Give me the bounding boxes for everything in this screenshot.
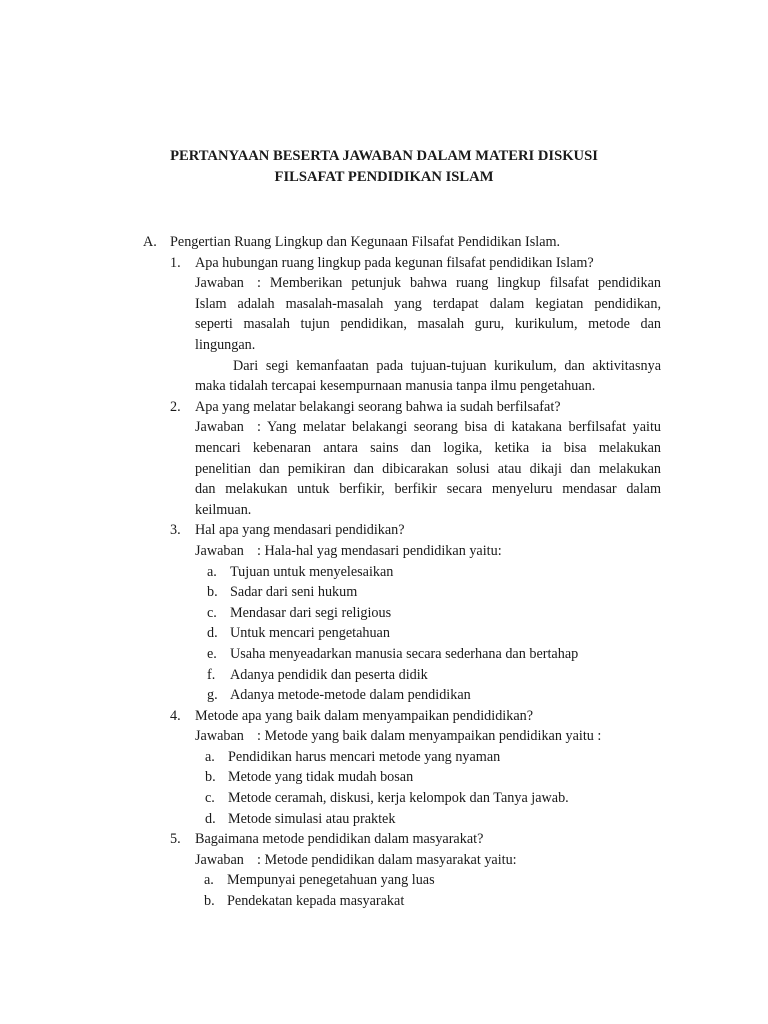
answer-line: maka tidalah tercapai kesempurnaan manusia tanpa ilmu pengetahuan. [195,378,596,395]
list-item: b. Sadar dari seni hukum [207,584,358,601]
section-title: Pengertian Ruang Lingkup dan Kegunaan Filsafat Pendidikan Islam. [170,234,561,250]
jawaban-label: Jawaban [195,419,244,436]
section-marker: A. [143,234,157,250]
question-text: Metode apa yang baik dalam menyampaikan pendididikan? [195,707,534,724]
document-body [0,232,768,912]
question-number: 2. [170,398,181,415]
section-heading [0,232,768,253]
list-item: c. Mendasar dari segi religious [207,604,392,621]
list-item: b. Pendekatan kepada masyarakat [204,893,405,910]
question-number: 3. [170,522,181,539]
question-3 [0,520,768,541]
answer-4 [0,726,768,747]
list-item: a. Mempunyai penegetahuan yang luas [204,872,435,889]
list-item: b. Metode yang tidak mudah bosan [205,769,414,786]
question-5 [0,829,768,850]
answer-1 [0,273,768,355]
jawaban-label: Jawaban [195,542,244,559]
answer-3 [0,541,768,562]
jawaban-label: Jawaban [195,851,244,868]
answer-line: Jawaban : Memberikan petunjuk bahwa ruang lingkup filsafat pendidikan [195,273,661,294]
question-number: 4. [170,707,181,724]
answer-line: mencari kebenaran antara sains dan logika, ketika ia bisa melakukan [195,439,661,456]
jawaban-label: Jawaban [195,728,244,745]
answer-text: : Hala-hal yag mendasari pendidikan yaitu: [257,542,502,559]
list-item: e. Usaha menyeadarkan manusia secara sederhana dan bertahap [207,645,579,662]
list-item: a. Tujuan untuk menyelesaikan [207,563,394,580]
answer-5-list [0,870,768,911]
title-line-1: PERTANYAAN BESERTA JAWABAN DALAM MATERI DISKUSI [170,148,598,164]
document-title [0,146,768,188]
answer-text: : Metode pendidikan dalam masyarakat yaitu: [257,851,517,868]
answer-1-paragraph-2 [0,356,768,397]
list-item: d. Metode simulasi atau praktek [205,810,396,827]
list-item: a. Pendidikan harus mencari metode yang nyaman [205,748,501,765]
answer-line: seperti masalah tujun pendidikan, masalah guru, kurikulum, metode dan [195,316,661,333]
question-1 [0,253,768,274]
answer-line: Jawaban : Yang melatar belakangi seorang bisa di katakana berfilsafat yaitu [195,417,661,438]
list-item: f. Adanya pendidik dan peserta didik [207,666,428,683]
list-item: c. Metode ceramah, diskusi, kerja kelompok dan Tanya jawab. [205,790,569,807]
answer-line: Islam adalah masalah-masalah yang terdapat dalam kegiatan pendidikan, [195,295,661,312]
answer-line: lingungan. [195,336,256,353]
question-text: Apa hubungan ruang lingkup pada kegunan filsafat pendidikan Islam? [195,254,594,271]
question-text: Apa yang melatar belakangi seorang bahwa ia sudah berfilsafat? [195,398,561,415]
answer-3-list [0,562,768,706]
answer-line: Dari segi kemanfaatan pada tujuan-tujuan kurikulum, dan aktivitasnya [233,357,661,374]
answer-2 [0,417,768,520]
answer-line: keilmuan. [195,501,252,518]
answer-5 [0,850,768,871]
question-number: 1. [170,254,181,271]
answer-4-list [0,747,768,829]
question-number: 5. [170,831,181,848]
answer-line: penelitian dan pemikiran dan dibicarakan solusi atau dikaji dan melakukan [195,460,661,477]
question-4 [0,706,768,727]
question-text: Bagaimana metode pendidikan dalam masyarakat? [195,831,484,848]
answer-text: : Metode yang baik dalam menyampaikan pendidikan yaitu : [257,728,602,745]
jawaban-label: Jawaban [195,275,244,292]
answer-line: dan melakukan untuk berfikir, berfikir secara menyeluru mendasar dalam [195,481,661,498]
question-2 [0,397,768,418]
list-item: g. Adanya metode-metode dalam pendidikan [207,687,471,704]
title-line-2: FILSAFAT PENDIDIKAN ISLAM [274,169,494,185]
list-item: d. Untuk mencari pengetahuan [207,625,390,642]
question-text: Hal apa yang mendasari pendidikan? [195,522,405,539]
